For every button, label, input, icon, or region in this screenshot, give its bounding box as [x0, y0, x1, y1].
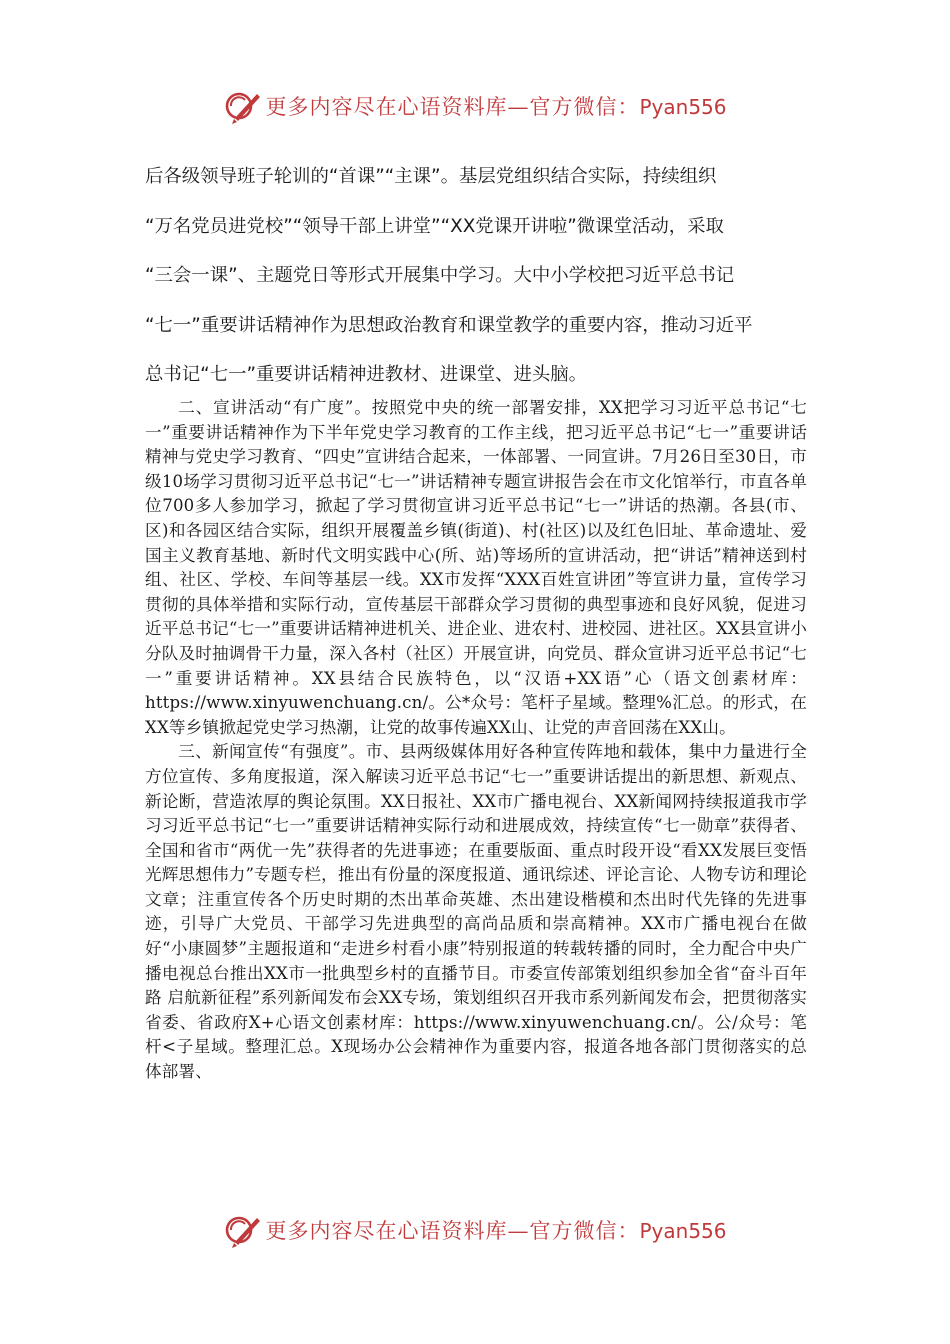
footer-banner [0, 1208, 950, 1252]
pen-logo-icon [223, 1210, 263, 1250]
paragraph-publicity: 二、宣讲活动“有广度”。按照党中央的统一部署安排，XX把学习习近平总书记“七一”重要讲话精神作为下半年党史学习教育的工作主线，把习近平总书记“七一”重要讲话精神与党史学习教育、“四史”宣讲结合起来，一体部署、一同宣讲。7月26日至30日，市级10场学习贯彻习近平总书记“七一”讲话精神专题宣讲报告会在市文化馆举行，市直各单位700多人参加学习，掀起了学习贯彻宣讲习近平总书记“七一”讲话的热潮。各县(市、区)和各园区结合实际，组织开展覆盖乡镇(街道)、村(社区)以及红色旧址、革命遗址、爱国主义教育基地、新时代文明实践中心(所、站)等场所的宣讲活动，把“讲话”精神送到村组、社区、学校、车间等基层一线。XX市发挥“XXX百姓宣讲团”等宣讲力量，宣传学习贯彻的具体举措和实际行动，宣传基层干部群众学习贯彻的典型事迹和良好风貌，促进习近平总书记“七一”重要讲话精神进机关、进企业、进农村、进校园、进社区。XX县宣讲小分队及时抽调骨干力量，深入各村（社区）开展宣讲，向党员、群众宣讲习近平总书记“七一”重要讲话精神。XX县结合民族特色，以“汉语+XX语”心（语文创素材库：https://www.xinyuwenchuang.cn/。公*众号：笔杆子星域。整理%汇总。的形式，在XX等乡镇掀起党史学习热潮，让党的故事传遍XX山、让党的声音回荡在XX山。 [145, 398, 807, 737]
lead-line: “七一”重要讲话精神作为思想政治教育和课堂教学的重要内容，推动习近平 [145, 314, 753, 336]
banner-text: 更多内容尽在心语资料库—官方微信：Pyan556 [265, 95, 727, 119]
wechat-id: Pyan556 [639, 95, 727, 119]
paragraph-news: 三、新闻宣传“有强度”。市、县两级媒体用好各种宣传阵地和载体，集中力量进行全方位宣传、多角度报道，深入解读习近平总书记“七一”重要讲话提出的新思想、新观点、新论断，营造浓厚的舆论氛围。XX日报社、XX市广播电视台、XX新闻网持续报道我市学习习近平总书记“七一”重要讲话精神实际行动和进展成效，持续宣传“七一勋章”获得者、全国和省市“两优一先”获得者的先进事迹；在重要版面、重点时段开设“看XX发展巨变悟光辉思想伟力”专题专栏，推出有份量的深度报道、通讯综述、评论言论、人物专访和理论文章；注重宣传各个历史时期的杰出革命英雄、杰出建设楷模和杰出时代先锋的先进事迹，引导广大党员、干部学习先进典型的高尚品质和崇高精神。XX市广播电视台在做好“小康圆梦”主题报道和“走进乡村看小康”特别报道的转载转播的同时，全力配合中央广播电视总台推出XX市一批典型乡村的直播节目。市委宣传部策划组织参加全省“奋斗百年路 启航新征程”系列新闻发布会XX专场，策划组织召开我市系列新闻发布会，把贯彻落实省委、省政府X+心语文创素材库：https://www.xinyuwenchuang.cn/。公/众号：笔杆<子星域。整理汇总。X现场办公会精神作为重要内容，报道各地各部门贯彻落实的总体部署、 [145, 742, 807, 1082]
pen-logo-icon [223, 86, 263, 126]
lead-line: 总书记“七一”重要讲话精神进教材、进课堂、进头脑。 [145, 364, 588, 385]
lead-line: “三会一课”、主题党日等形式开展集中学习。大中小学校把习近平总书记 [145, 265, 735, 286]
header-banner [0, 84, 950, 128]
lead-line: 后各级领导班子轮训的“首课”“主课”。基层党组织结合实际，持续组织 [145, 166, 717, 187]
banner-text: 更多内容尽在心语资料库—官方微信：Pyan556 [265, 1219, 727, 1243]
body-section [145, 396, 807, 1085]
lead-line: “万名党员进党校”“领导干部上讲堂”“XX党课开讲啦”微课堂活动，采取 [145, 215, 724, 237]
lead-section [145, 152, 825, 400]
wechat-id: Pyan556 [639, 1219, 727, 1243]
